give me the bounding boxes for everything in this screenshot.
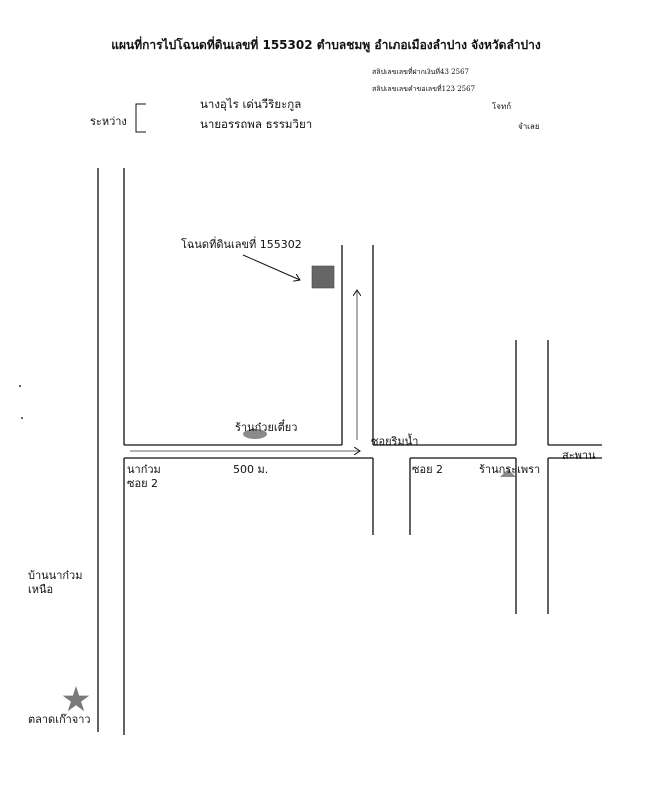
between-label: ระหว่าง: [90, 115, 127, 128]
krapao-shop-label: ร้านกระเพรา: [479, 463, 541, 476]
old-market-label: ตลาดเก๊าจาว: [28, 713, 91, 726]
deed-parcel: [312, 266, 334, 288]
distance-label: 500 ม.: [233, 463, 269, 476]
note-line-1: สลิปเลขเลขที่ฝากเงินที่43 2567: [372, 68, 469, 76]
between-bracket: [136, 104, 146, 132]
defendant-role: จำเลย: [518, 122, 540, 131]
deed-pointer-arrow: [243, 255, 300, 280]
ban-na-kuam-line2: เหนือ: [28, 583, 54, 596]
note-line-2: สลิปเลขเลขคำขอเลขที่123 2567: [372, 85, 476, 93]
soi-2-label: ซอย 2: [412, 463, 444, 476]
noodle-shop-label: ร้านก๋วยเตี๋ยว: [235, 421, 298, 434]
scan-speck: [21, 417, 23, 419]
soi-rim-nam-label: ซอยริมน้ำ: [371, 435, 419, 448]
map-title: แผนที่การไปโฉนดที่ดินเลขที่ 155302 ตำบลชมพู อำเภอเมืองลำปาง จังหวัดลำปาง: [111, 38, 541, 52]
defendant-name: นายอรรถพล ธรรมวิยา: [200, 117, 313, 131]
na-kuam-soi-2-line1: นาก๋วม: [127, 463, 161, 476]
plaintiff-role: โจทก์: [492, 102, 512, 111]
plaintiff-name: นางอุไร เด่นวีริยะกูล: [200, 97, 302, 111]
ban-na-kuam-line1: บ้านนาก๋วม: [28, 569, 83, 582]
deed-label: โฉนดที่ดินเลขที่ 155302: [181, 238, 302, 251]
market-star-icon: [63, 686, 90, 711]
scan-speck: [19, 385, 21, 387]
na-kuam-soi-2-line2: ซอย 2: [127, 477, 159, 490]
bridge-label: สะพาน: [562, 449, 596, 462]
